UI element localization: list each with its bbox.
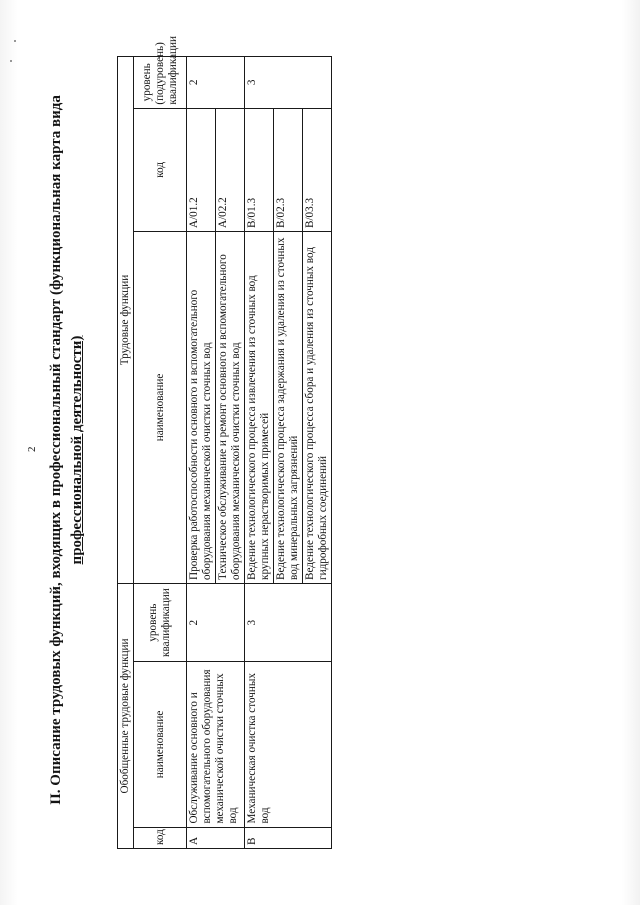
table-row xyxy=(187,57,216,849)
function-level: 2 xyxy=(187,57,245,109)
function-name: Ведение технологического процесса сбора и удаления из сточных вод гидрофобных соединений xyxy=(303,232,332,584)
function-code: B/01.3 xyxy=(245,108,274,231)
header-sublevel: уровень (подуровень) квалификации xyxy=(134,57,187,109)
group-code: A xyxy=(187,827,245,848)
header-function-code: код xyxy=(134,108,187,231)
header-function-name: наименование xyxy=(134,232,187,584)
function-name: Техническое обслуживание и ремонт основного и вспомогательного оборудования механической очистки сточных вод xyxy=(216,232,245,584)
function-name: Проверка работоспособности основного и вспомогательного оборудования механической очистки сточных вод xyxy=(187,232,216,584)
title-line-1: II. Описание трудовых функций, входящих в профессиональный стандарт (функциональная карта вида xyxy=(48,95,64,805)
functional-map-table xyxy=(117,35,332,849)
function-code: A/01.2 xyxy=(187,108,216,231)
header-labor-functions: Трудовые функции xyxy=(118,57,134,584)
header-row-columns xyxy=(134,57,187,849)
group-name: Механическая очистка сточных вод xyxy=(245,662,332,827)
group-level: 2 xyxy=(187,583,245,661)
function-level: 3 xyxy=(245,57,332,109)
function-code: A/02.2 xyxy=(216,108,245,231)
header-row-groups xyxy=(118,57,134,849)
table-row xyxy=(245,57,274,849)
header-code: код xyxy=(134,827,187,848)
function-code: B/03.3 xyxy=(303,108,332,231)
group-name: Обслуживание основного и вспомогательного оборудования механической очистки сточных вод xyxy=(187,662,245,827)
title-line-2: профессиональной деятельности) xyxy=(69,335,85,565)
header-qualification-level: уровень квалификации xyxy=(134,583,187,661)
function-name: Ведение технологического процесса извлечения из сточных вод крупных нерастворимых примесей xyxy=(245,232,274,584)
function-name: Ведение технологического процесса задержания и удаления из сточных вод минеральных загрязнений xyxy=(274,232,303,584)
group-level: 3 xyxy=(245,583,332,661)
group-code: B xyxy=(245,827,332,848)
function-code: B/02.3 xyxy=(274,108,303,231)
header-generalized-functions: Обобщенные трудовые функции xyxy=(118,583,134,848)
section-title xyxy=(46,50,88,850)
header-name: наименование xyxy=(134,662,187,827)
page-number: 2 xyxy=(26,446,38,452)
